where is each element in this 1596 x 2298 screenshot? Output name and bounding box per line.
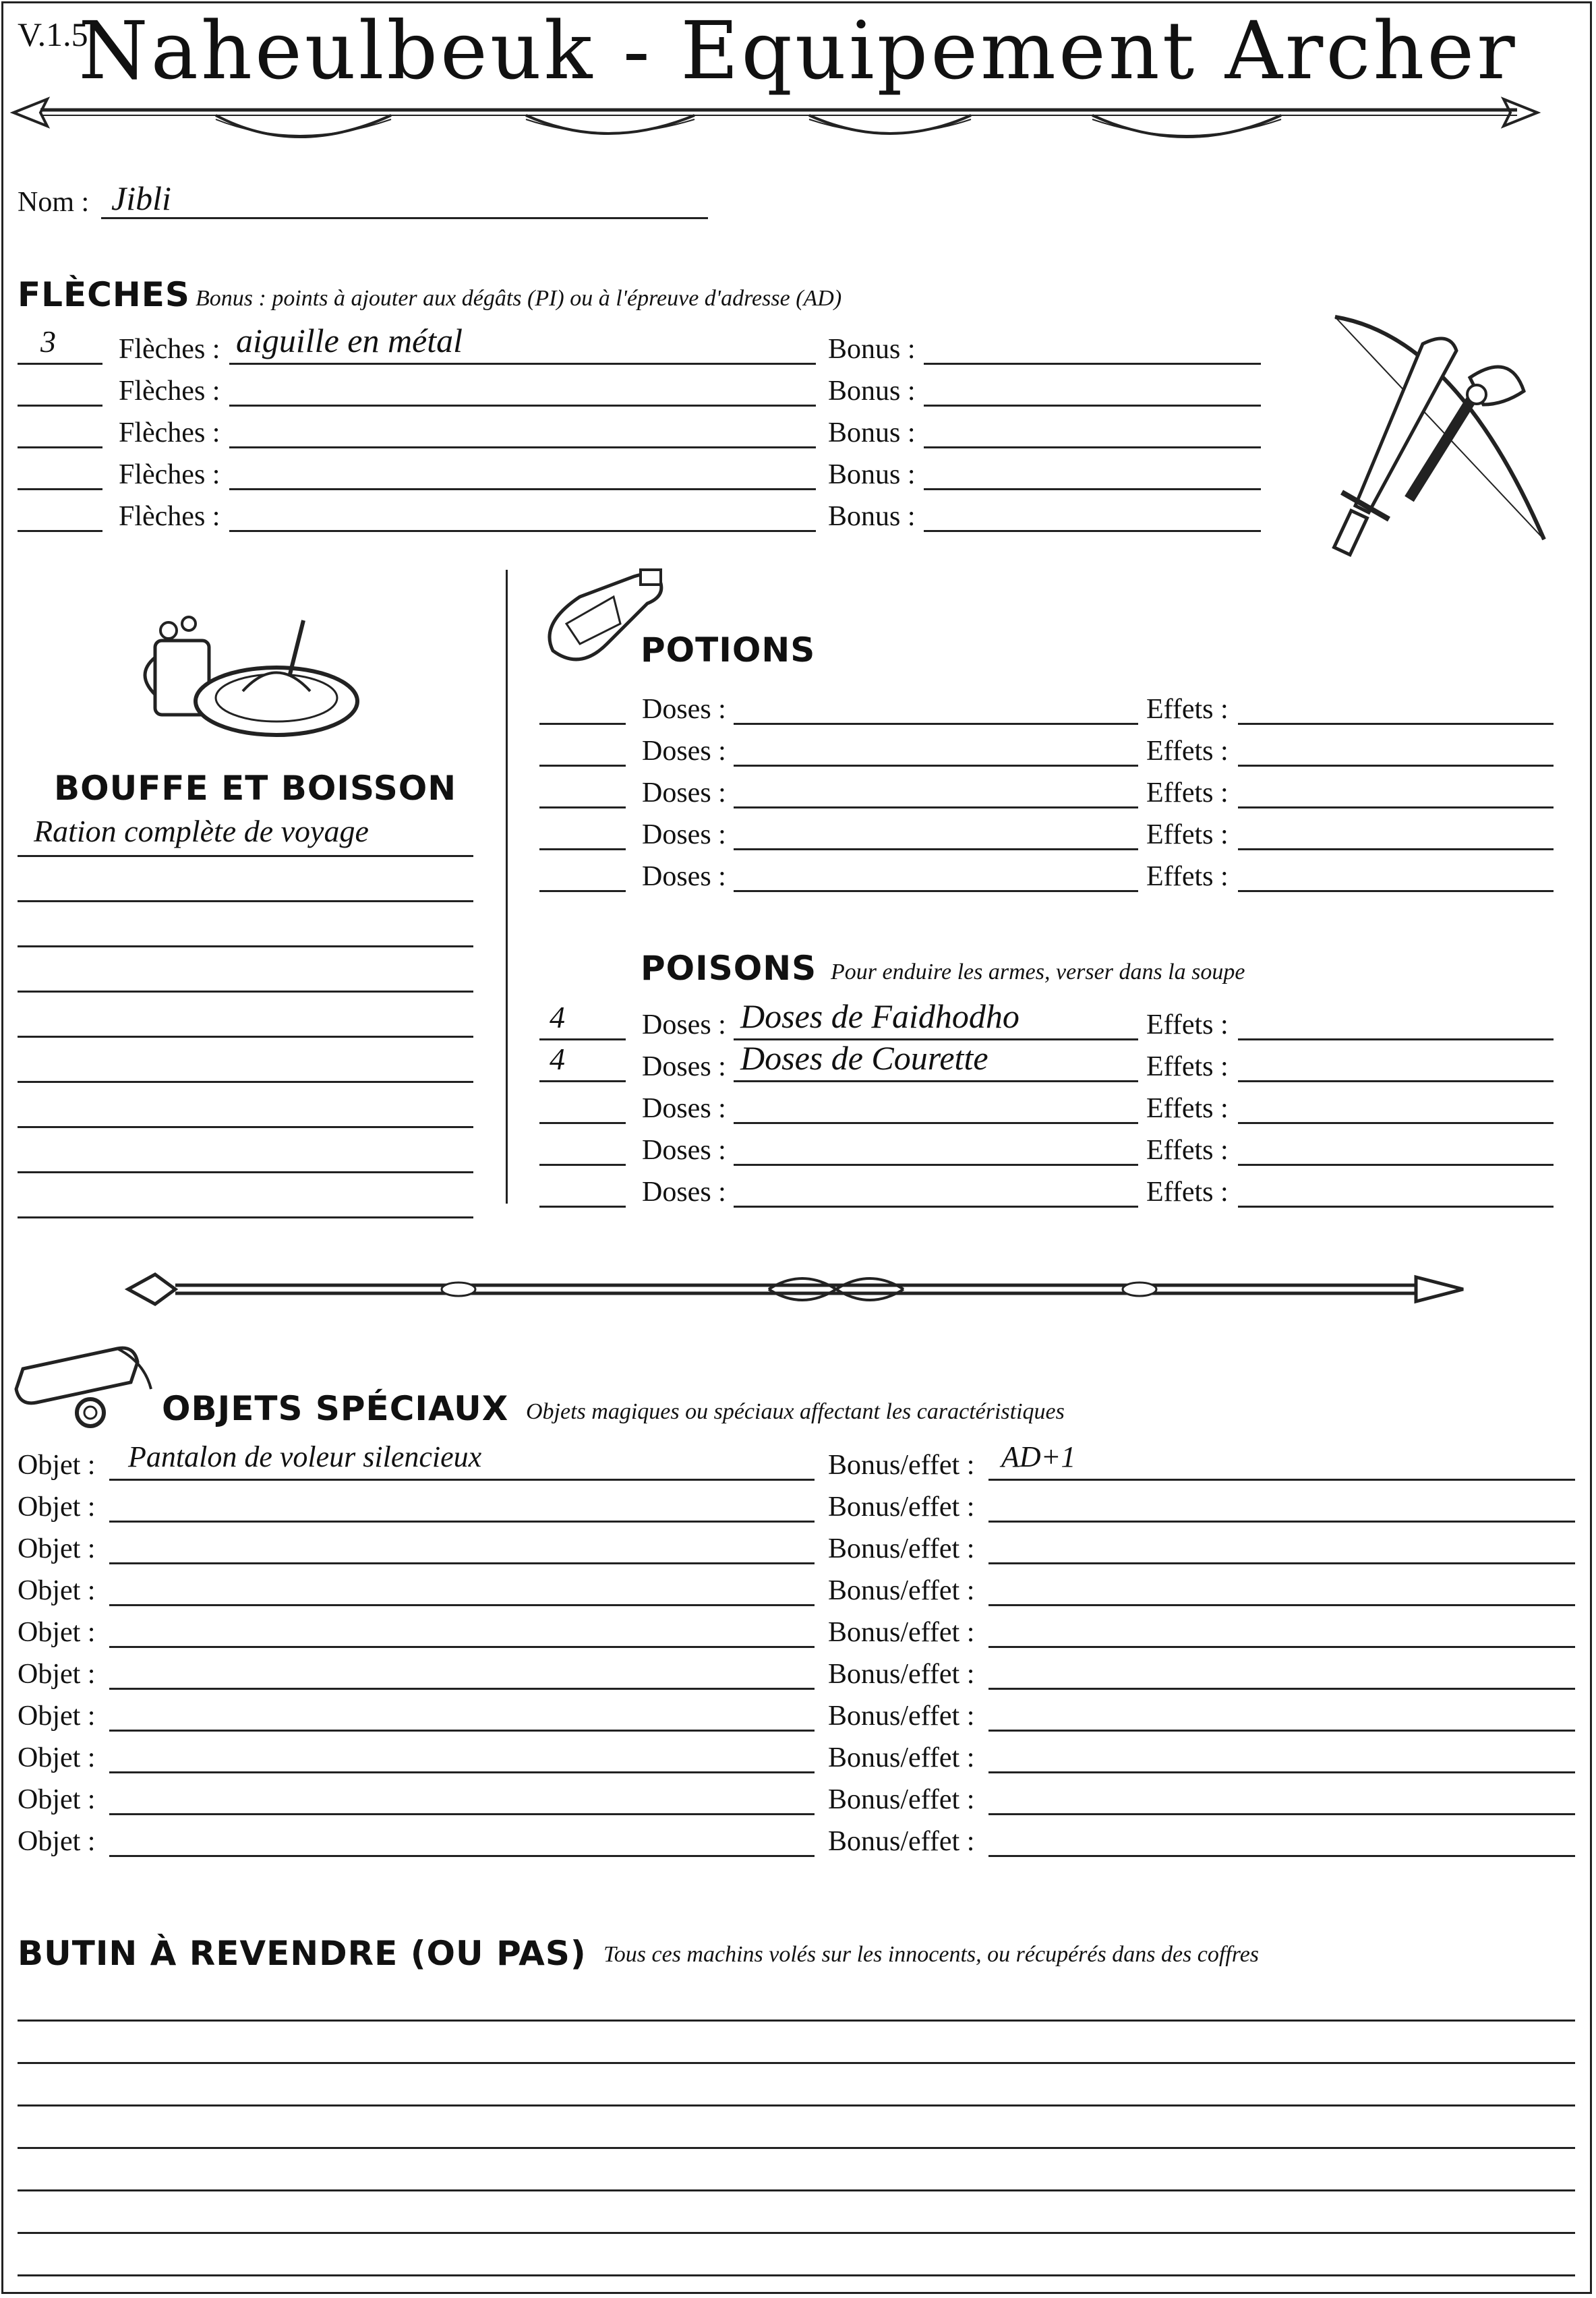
potions-effets-line (1238, 848, 1554, 850)
potions-effets-label: Effets : (1146, 736, 1229, 767)
staff-divider-icon (128, 1261, 1463, 1308)
poisons-doses-line (734, 1122, 1138, 1124)
objet-line (109, 1646, 815, 1648)
fleches-label: Flèches : (119, 376, 220, 407)
poisons-title: POISONS (641, 949, 817, 988)
objet-label: Objet : (18, 1826, 96, 1857)
poisons-effets-line (1238, 1122, 1554, 1124)
poisons-effets-line (1238, 1038, 1554, 1040)
objet-bonus-line (988, 1855, 1575, 1857)
scroll-and-ring-icon (16, 1342, 158, 1430)
butin-line (18, 2189, 1575, 2191)
butin-line (18, 2104, 1575, 2106)
potions-qty-line (539, 765, 626, 767)
poisons-qty[interactable]: 4 (550, 1042, 565, 1076)
name-line (101, 217, 708, 219)
fleches-note: Bonus : points à ajouter aux dégâts (PI) ou à l'épreuve d'adresse (AD) (196, 286, 842, 311)
potions-doses-label: Doses : (642, 694, 726, 725)
fleches-name-line (229, 488, 816, 490)
poisons-qty-line (539, 1080, 626, 1082)
fleches-bonus-label: Bonus : (828, 417, 916, 448)
objet-bonus-label: Bonus/effet : (828, 1742, 975, 1773)
potions-doses-line (734, 848, 1138, 850)
objets-title: OBJETS SPÉCIAUX (162, 1389, 509, 1428)
potions-effets-label: Effets : (1146, 694, 1229, 725)
potions-doses-label: Doses : (642, 777, 726, 808)
fleches-qty-line (18, 405, 102, 407)
fleches-qty-line (18, 488, 102, 490)
crossed-weapons-icon (1322, 310, 1564, 553)
poisons-qty-line (539, 1164, 626, 1166)
potions-doses-line (734, 723, 1138, 725)
objet-label: Objet : (18, 1575, 96, 1606)
objet-line (109, 1479, 815, 1481)
bouffe-line (18, 991, 473, 993)
objet-bonus-line (988, 1813, 1575, 1815)
potions-effets-line (1238, 806, 1554, 808)
fleches-bonus-label: Bonus : (828, 459, 916, 490)
fleches-name-line (229, 446, 816, 448)
objet-bonus-line (988, 1646, 1575, 1648)
objet-bonus-label: Bonus/effet : (828, 1492, 975, 1523)
butin-line (18, 2020, 1575, 2022)
potions-doses-line (734, 806, 1138, 808)
objet-bonus-line (988, 1479, 1575, 1481)
butin-title: BUTIN À REVENDRE (OU PAS) (18, 1934, 587, 1973)
poisons-doses-label: Doses : (642, 1093, 726, 1124)
objets-note: Objets magiques ou spéciaux affectant les caractéristiques (526, 1399, 1065, 1424)
objet-line (109, 1604, 815, 1606)
fleches-qty[interactable]: 3 (40, 324, 56, 359)
potions-effets-label: Effets : (1146, 777, 1229, 808)
bouffe-line (18, 1036, 473, 1038)
column-divider (506, 570, 508, 1204)
bouffe-line (18, 1081, 473, 1083)
fleches-name-line (229, 405, 816, 407)
poisons-doses-line (734, 1206, 1138, 1208)
poisons-effets-label: Effets : (1146, 1009, 1229, 1040)
fleches-name-line (229, 530, 816, 532)
objet-line (109, 1688, 815, 1690)
objet-label: Objet : (18, 1659, 96, 1690)
poisons-effets-line (1238, 1206, 1554, 1208)
objet-label: Objet : (18, 1784, 96, 1815)
fleches-bonus-line (924, 488, 1261, 490)
fleches-bonus-label: Bonus : (828, 501, 916, 532)
objet-label: Objet : (18, 1450, 96, 1481)
name-label: Nom : (18, 187, 90, 218)
version-label: V.1.5 (18, 16, 88, 53)
potions-effets-label: Effets : (1146, 819, 1229, 850)
objet-bonus-line (988, 1521, 1575, 1523)
poisons-qty-line (539, 1038, 626, 1040)
poisons-effets-label: Effets : (1146, 1177, 1229, 1208)
potions-effets-label: Effets : (1146, 861, 1229, 892)
butin-line (18, 2062, 1575, 2064)
objet-label: Objet : (18, 1617, 96, 1648)
potions-qty-line (539, 848, 626, 850)
objet-bonus-line (988, 1730, 1575, 1732)
fleches-qty-line (18, 446, 102, 448)
potions-effets-line (1238, 765, 1554, 767)
objet-bonus-label: Bonus/effet : (828, 1701, 975, 1732)
page-title: Naheulbeuk - Equipement Archer (78, 4, 1518, 97)
fleches-bonus-line (924, 446, 1261, 448)
objet-bonus-label: Bonus/effet : (828, 1533, 975, 1564)
fleches-name[interactable]: aiguille en métal (236, 322, 463, 359)
fleches-name-line (229, 363, 816, 365)
bouffe-item[interactable]: Ration complète de voyage (34, 814, 369, 848)
objet-label: Objet : (18, 1742, 96, 1773)
poisons-doses[interactable]: Doses de Faidhodho (740, 997, 1019, 1035)
objet-bonus-line (988, 1562, 1575, 1564)
potions-qty-line (539, 890, 626, 892)
objet-line (109, 1855, 815, 1857)
poisons-qty-line (539, 1206, 626, 1208)
name-value[interactable]: Jibli (111, 179, 171, 217)
objet-line (109, 1521, 815, 1523)
fleches-label: Flèches : (119, 501, 220, 532)
fleches-bonus-line (924, 363, 1261, 365)
poisons-doses-line (734, 1164, 1138, 1166)
butin-line (18, 2232, 1575, 2234)
fleches-bonus-label: Bonus : (828, 334, 916, 365)
bouffe-line (18, 1171, 473, 1173)
potions-qty-line (539, 723, 626, 725)
objet-label: Objet : (18, 1533, 96, 1564)
bouffe-line (18, 900, 473, 902)
potions-qty-line (539, 806, 626, 808)
poisons-qty[interactable]: 4 (550, 1000, 565, 1034)
bouffe-line (18, 1126, 473, 1128)
bouffe-line (18, 1216, 473, 1218)
potions-doses-label: Doses : (642, 736, 726, 767)
fleches-bonus-line (924, 530, 1261, 532)
bouffe-line (18, 855, 473, 857)
butin-line (18, 2274, 1575, 2276)
poisons-note: Pour enduire les armes, verser dans la soupe (831, 960, 1245, 984)
poisons-effets-label: Effets : (1146, 1051, 1229, 1082)
poisons-effets-line (1238, 1080, 1554, 1082)
fleches-qty-line (18, 530, 102, 532)
objet-label: Objet : (18, 1701, 96, 1732)
poisons-doses-label: Doses : (642, 1135, 726, 1166)
objet-line (109, 1562, 815, 1564)
poisons-qty-line (539, 1122, 626, 1124)
fleches-title: FLÈCHES (18, 275, 190, 314)
poisons-doses-label: Doses : (642, 1009, 726, 1040)
arrow-divider-icon (13, 84, 1537, 158)
fleches-bonus-label: Bonus : (828, 376, 916, 407)
objet-bonus-line (988, 1688, 1575, 1690)
objet-bonus-line (988, 1604, 1575, 1606)
poisons-doses[interactable]: Doses de Courette (740, 1039, 988, 1077)
butin-note: Tous ces machins volés sur les innocents, ou récupérés dans des coffres (603, 1942, 1260, 1967)
poisons-effets-label: Effets : (1146, 1135, 1229, 1166)
poisons-effets-label: Effets : (1146, 1093, 1229, 1124)
objet-label: Objet : (18, 1492, 96, 1523)
objet-bonus[interactable]: AD+1 (1001, 1440, 1076, 1473)
fleches-label: Flèches : (119, 334, 220, 365)
objet-bonus-label: Bonus/effet : (828, 1575, 975, 1606)
potions-doses-label: Doses : (642, 861, 726, 892)
objet-line (109, 1730, 815, 1732)
objet-bonus-label: Bonus/effet : (828, 1450, 975, 1481)
poisons-effets-line (1238, 1164, 1554, 1166)
objet-bonus-label: Bonus/effet : (828, 1659, 975, 1690)
objet-bonus-label: Bonus/effet : (828, 1826, 975, 1857)
fleches-qty-line (18, 363, 102, 365)
potions-doses-label: Doses : (642, 819, 726, 850)
bouffe-title: BOUFFE ET BOISSON (54, 769, 457, 808)
poisons-doses-label: Doses : (642, 1177, 726, 1208)
fleches-label: Flèches : (119, 459, 220, 490)
objet-bonus-label: Bonus/effet : (828, 1784, 975, 1815)
food-and-drink-icon (142, 607, 364, 742)
objet-line (109, 1771, 815, 1773)
potions-effets-line (1238, 723, 1554, 725)
objet-name[interactable]: Pantalon de voleur silencieux (128, 1440, 482, 1473)
potions-doses-line (734, 890, 1138, 892)
butin-line (18, 2147, 1575, 2149)
bouffe-line (18, 945, 473, 947)
objet-bonus-line (988, 1771, 1575, 1773)
potions-title: POTIONS (641, 630, 816, 670)
objet-bonus-label: Bonus/effet : (828, 1617, 975, 1648)
poisons-doses-line (734, 1080, 1138, 1082)
fleches-label: Flèches : (119, 417, 220, 448)
objet-line (109, 1813, 815, 1815)
potions-effets-line (1238, 890, 1554, 892)
poisons-doses-label: Doses : (642, 1051, 726, 1082)
fleches-bonus-line (924, 405, 1261, 407)
potions-doses-line (734, 765, 1138, 767)
